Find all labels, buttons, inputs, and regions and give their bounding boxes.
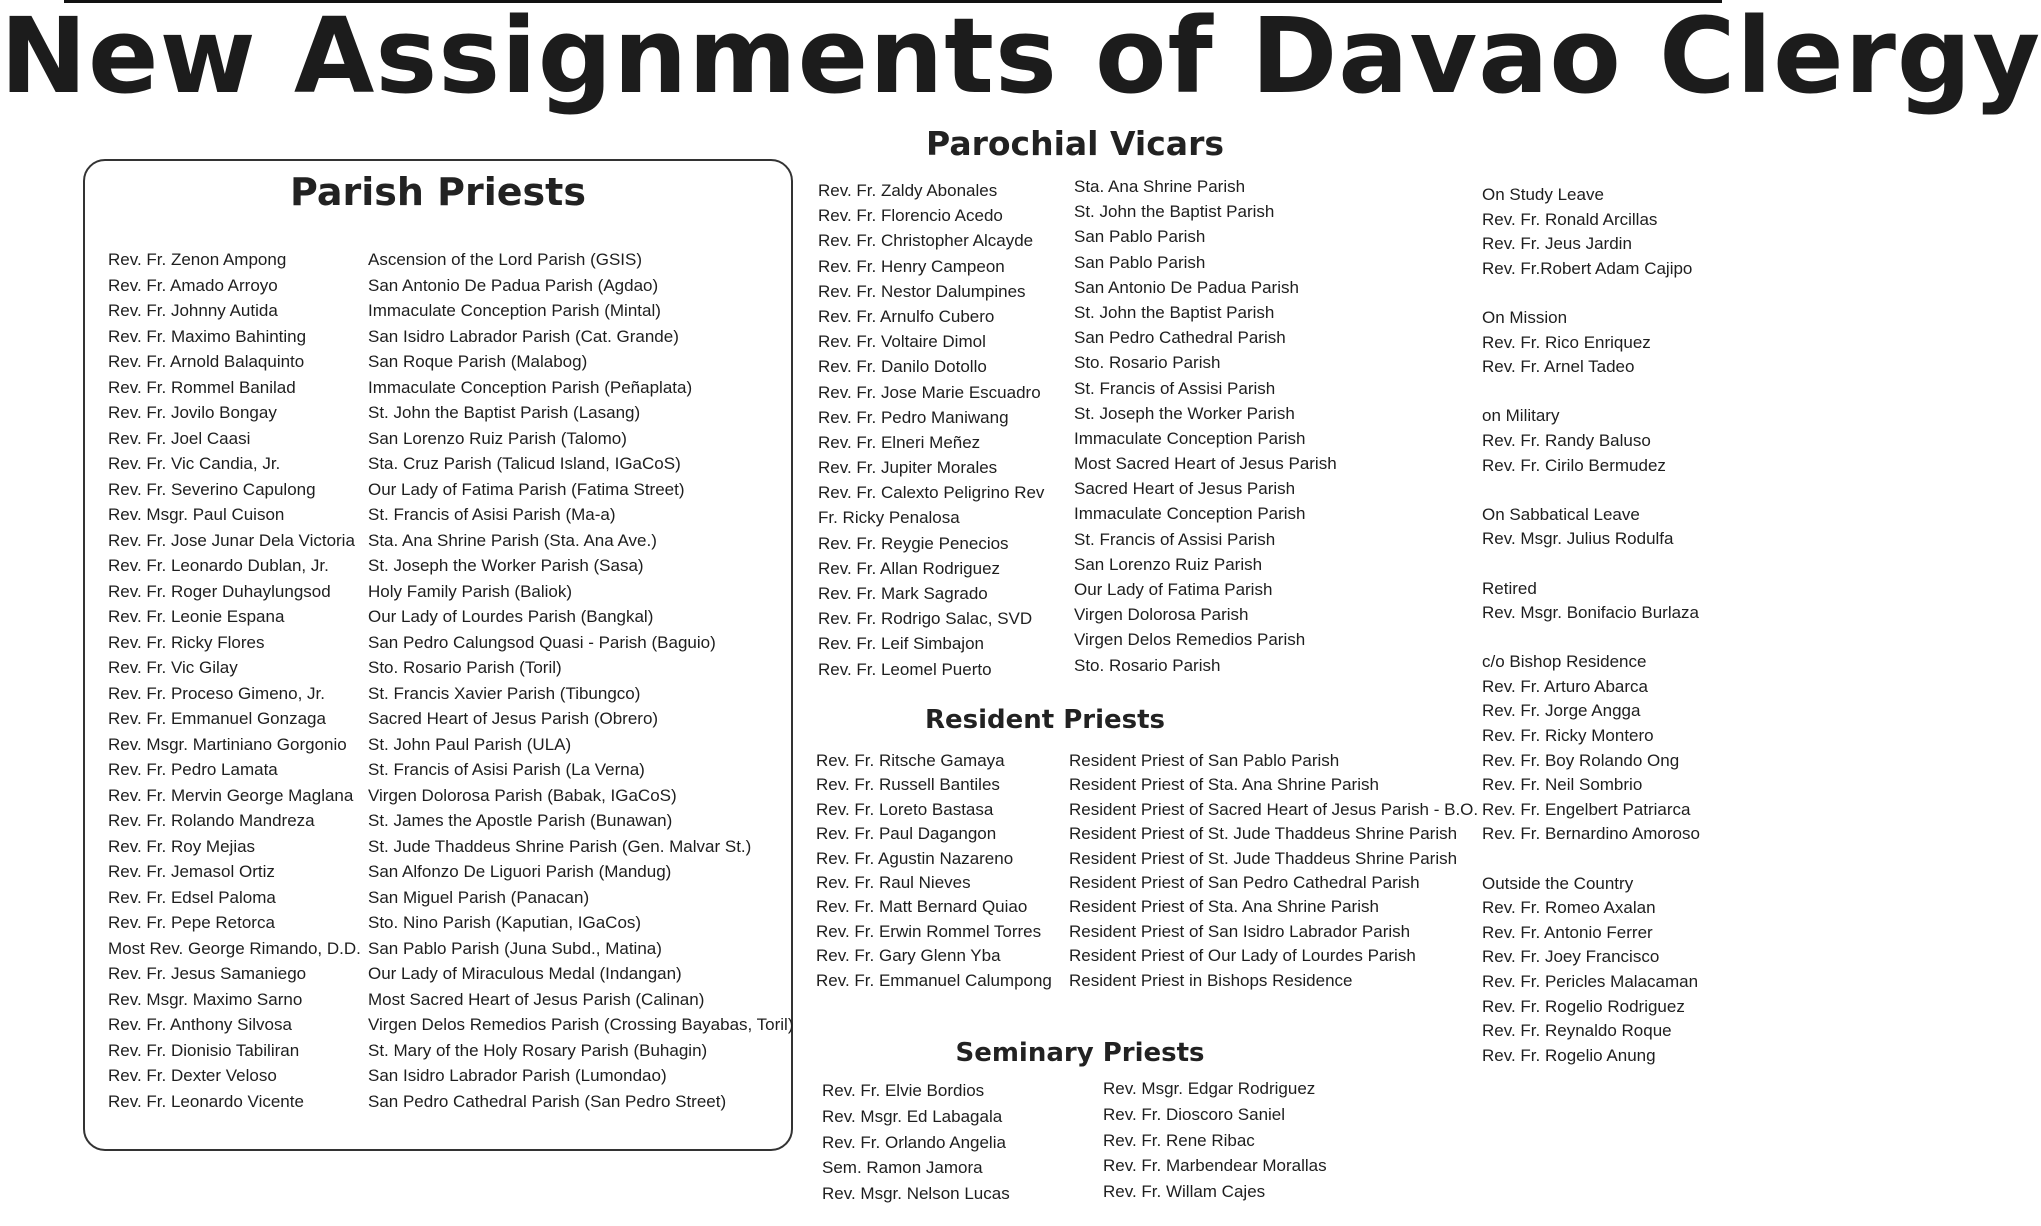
vicar-name: Rev. Fr. Jose Marie Escuadro xyxy=(818,382,1041,402)
parish-name: Holy Family Parish (Baliok) xyxy=(368,581,573,601)
priest-name: Rev. Fr. Cirilo Bermudez xyxy=(1482,455,1666,475)
vicar-name: Rev. Fr. Arnulfo Cubero xyxy=(818,306,995,326)
parish-name: Most Sacred Heart of Jesus Parish (Calinan) xyxy=(368,989,705,1009)
parish-name: St. John the Baptist Parish (Lasang) xyxy=(368,403,641,422)
resident-priest-name: Rev. Fr. Gary Glenn Yba xyxy=(816,946,1001,966)
vicar-name: Rev. Fr. Pedro Maniwang xyxy=(818,407,1009,427)
parish-name: St. Joseph the Worker Parish xyxy=(1074,403,1295,423)
priest-name: Rev. Fr. Rogelio Anung xyxy=(1482,1045,1656,1065)
vicar-name: Rev. Fr. Leomel Puerto xyxy=(818,659,992,679)
priest-name: Rev. Fr. Joey Francisco xyxy=(1482,947,1660,967)
group-label: c/o Bishop Residence xyxy=(1482,652,1647,672)
vicar-name: Rev. Fr. Florencio Acedo xyxy=(818,206,1003,226)
resident-priest-name: Rev. Fr. Loreto Bastasa xyxy=(816,799,994,819)
priest-name: Rev. Fr. Jorge Angga xyxy=(1482,701,1641,721)
vicar-name: Rev. Fr. Danilo Dotollo xyxy=(818,357,987,377)
group-label: On Mission xyxy=(1482,307,1568,327)
priest-name: Rev. Fr. Pedro Lamata xyxy=(108,760,278,779)
parish-name: Sacred Heart of Jesus Parish xyxy=(1074,479,1296,499)
parish-name: Ascension of the Lord Parish (GSIS) xyxy=(368,250,643,269)
priest-name: Rev. Msgr. Paul Cuison xyxy=(108,505,285,524)
priest-name: Rev. Fr. Jemasol Ortiz xyxy=(108,862,275,881)
resident-priest-name: Rev. Fr. Erwin Rommel Torres xyxy=(816,921,1042,941)
priest-name: Rev. Fr. Anthony Silvosa xyxy=(108,1015,292,1034)
priest-name: Rev. Fr. Johnny Autida xyxy=(108,301,278,320)
priest-name: Rev. Fr. Rommel Banilad xyxy=(108,377,296,397)
parish-name: Our Lady of Lourdes Parish (Bangkal) xyxy=(368,607,654,626)
other-assignments xyxy=(1482,183,1782,1093)
resident-priest-name: Rev. Fr. Raul Nieves xyxy=(816,872,971,892)
priest-name: Rev. Fr. Ronald Arcillas xyxy=(1482,209,1658,229)
resident-priests-heading: Resident Priests xyxy=(924,705,1166,735)
parish-name: San Miguel Parish (Panacan) xyxy=(368,887,590,907)
vicar-name: Rev. Fr. Reygie Penecios xyxy=(818,533,1009,553)
resident-assignment: Resident Priest of Sta. Ana Shrine Parish xyxy=(1069,897,1379,917)
priest-name: Rev. Fr. Rolando Mandreza xyxy=(108,811,315,830)
group-label: Retired xyxy=(1482,578,1537,598)
parish-name: Sto. Nino Parish (Kaputian, IGaCos) xyxy=(368,913,642,932)
priest-name: Rev. Fr. Pepe Retorca xyxy=(108,913,275,932)
parish-name: Sto. Rosario Parish (Toril) xyxy=(368,658,562,677)
parish-name: San Lorenzo Ruiz Parish xyxy=(1074,554,1263,574)
vicar-name: Rev. Fr. Zaldy Abonales xyxy=(818,181,998,200)
parish-name: Virgen Delos Remedios Parish xyxy=(1074,630,1306,650)
priest-name: Rev. Fr. Arturo Abarca xyxy=(1482,676,1648,696)
parish-name: St. Mary of the Holy Rosary Parish (Buhagin) xyxy=(368,1040,708,1060)
seminary-priest-name: Rev. Fr. Willam Cajes xyxy=(1103,1182,1266,1202)
resident-assignment: Resident Priest of San Pedro Cathedral Parish xyxy=(1069,872,1420,892)
parish-name: Virgen Delos Remedios Parish (Crossing Bayabas, Toril) xyxy=(368,1015,794,1034)
resident-assignment: Resident Priest of Our Lady of Lourdes Parish xyxy=(1069,946,1416,966)
parish-name: St. Francis of Assisi Parish xyxy=(1074,378,1276,398)
parish-name: San Lorenzo Ruiz Parish (Talomo) xyxy=(368,428,627,448)
priest-name: Rev. Fr. Proceso Gimeno, Jr. xyxy=(108,683,325,703)
parish-name: Our Lady of Fatima Parish xyxy=(1074,580,1273,599)
priest-name: Most Rev. George Rimando, D.D. xyxy=(108,938,361,958)
parish-name: St. John the Baptist Parish xyxy=(1074,302,1275,322)
parish-name: San Pedro Cathedral Parish (San Pedro Street) xyxy=(368,1091,727,1111)
assignment-group xyxy=(1482,577,1782,626)
resident-assignment: Resident Priest of San Isidro Labrador Parish xyxy=(1069,921,1411,941)
seminary-priest-name: Rev. Msgr. Nelson Lucas xyxy=(822,1184,1010,1204)
parish-name: St. Francis of Asisi Parish (Ma-a) xyxy=(368,505,616,524)
priest-name: Rev. Fr. Severino Capulong xyxy=(108,479,316,499)
resident-priest-name: Rev. Fr. Paul Dagangon xyxy=(816,824,997,844)
priest-name: Rev. Fr. Zenon Ampong xyxy=(108,250,287,269)
parish-name: St. Francis of Asisi Parish (La Verna) xyxy=(368,760,645,779)
resident-assignment: Resident Priest of Sta. Ana Shrine Parish xyxy=(1069,775,1379,795)
parish-name: Sacred Heart of Jesus Parish (Obrero) xyxy=(368,709,659,728)
priest-name: Rev. Fr. Mervin George Maglana xyxy=(108,785,354,805)
priest-name: Rev. Fr. Neil Sombrio xyxy=(1482,775,1643,795)
priest-name: Rev. Fr. Leonie Espana xyxy=(108,607,285,626)
priest-name: Rev. Fr. Boy Rolando Ong xyxy=(1482,750,1680,770)
priest-name: Rev. Fr. Dionisio Tabiliran xyxy=(108,1040,300,1060)
priest-name: Rev. Fr. Arnold Balaquinto xyxy=(108,352,305,371)
parish-name: St. Francis Xavier Parish (Tibungco) xyxy=(368,683,641,703)
parish-name: San Roque Parish (Malabog) xyxy=(368,352,588,371)
group-label: Outside the Country xyxy=(1482,873,1634,893)
resident-assignment: Resident Priest of Sacred Heart of Jesus Parish - B.O. xyxy=(1069,799,1479,819)
parish-name: Sto. Rosario Parish xyxy=(1074,655,1221,675)
resident-assignment: Resident Priest of St. Jude Thaddeus Shrine Parish xyxy=(1069,848,1458,868)
vicar-name: Rev. Fr. Rodrigo Salac, SVD xyxy=(818,609,1033,629)
parish-name: Our Lady of Miraculous Medal (Indangan) xyxy=(368,964,682,983)
parish-name: St. Joseph the Worker Parish (Sasa) xyxy=(368,556,644,575)
priest-name: Rev. Fr. Reynaldo Roque xyxy=(1482,1021,1672,1041)
page-title: New Assignments of Davao Clergy xyxy=(0,0,2041,117)
priest-name: Rev. Fr. Rico Enriquez xyxy=(1482,332,1651,352)
priest-name: Rev. Fr. Leonardo Vicente xyxy=(108,1091,304,1111)
priest-name: Rev. Msgr. Maximo Sarno xyxy=(108,989,303,1009)
priest-name: Rev. Fr. Joel Caasi xyxy=(108,428,251,448)
priest-name: Rev. Fr. Ricky Flores xyxy=(108,632,265,652)
priest-name: Rev. Fr. Vic Gilay xyxy=(108,658,238,677)
seminary-priests-right xyxy=(1103,1076,1363,1205)
priest-name: Rev. Fr. Arnel Tadeo xyxy=(1482,357,1635,377)
parish-name: San Pedro Cathedral Parish xyxy=(1074,328,1286,348)
seminary-priest-name: Rev. Msgr. Ed Labagala xyxy=(822,1106,1003,1126)
group-label: on Military xyxy=(1482,406,1560,426)
vicar-name: Rev. Fr. Henry Campeon xyxy=(818,256,1005,276)
parish-name: San Isidro Labrador Parish (Lumondao) xyxy=(368,1066,667,1085)
parish-name: Sta. Ana Shrine Parish xyxy=(1074,177,1246,196)
parish-name: Virgen Dolorosa Parish (Babak, IGaCoS) xyxy=(368,785,677,805)
vicar-name: Rev. Fr. Leif Simbajon xyxy=(818,634,984,654)
resident-assignment: Resident Priest in Bishops Residence xyxy=(1069,970,1353,990)
vicar-name: Rev. Fr. Elneri Meñez xyxy=(818,432,981,452)
group-label: On Study Leave xyxy=(1482,185,1604,204)
priest-name: Rev. Fr. Amado Arroyo xyxy=(108,275,278,295)
vicar-name: Rev. Fr. Voltaire Dimol xyxy=(818,332,986,352)
vicar-name: Rev. Fr. Allan Rodriguez xyxy=(818,558,1001,578)
parish-name: St. John the Baptist Parish xyxy=(1074,202,1275,222)
assignment-group xyxy=(1482,872,1782,1069)
resident-priest-name: Rev. Fr. Emmanuel Calumpong xyxy=(816,970,1052,990)
seminary-priest-name: Sem. Ramon Jamora xyxy=(822,1158,983,1178)
priest-name: Rev. Fr. Roy Mejias xyxy=(108,836,256,856)
priest-name: Rev. Fr. Leonardo Dublan, Jr. xyxy=(108,556,329,575)
priest-name: Rev. Fr. Jeus Jardin xyxy=(1482,234,1632,254)
priest-name: Rev. Msgr. Martiniano Gorgonio xyxy=(108,734,347,754)
parish-name: St. John Paul Parish (ULA) xyxy=(368,734,572,754)
vicar-name: Rev. Fr. Jupiter Morales xyxy=(818,458,998,478)
parish-name: Immaculate Conception Parish xyxy=(1074,428,1306,448)
seminary-priest-name: Rev. Msgr. Edgar Rodriguez xyxy=(1103,1079,1316,1098)
seminary-priest-name: Rev. Fr. Elvie Bordios xyxy=(822,1081,985,1100)
parish-name: San Alfonzo De Liguori Parish (Mandug) xyxy=(368,862,672,881)
assignment-group xyxy=(1482,183,1782,281)
priest-name: Rev. Fr. Maximo Bahinting xyxy=(108,326,307,346)
resident-priest-name: Rev. Fr. Ritsche Gamaya xyxy=(816,751,1005,770)
parochial-vicars-heading: Parochial Vicars xyxy=(926,124,1224,163)
parish-name: San Pablo Parish xyxy=(1074,227,1206,247)
priest-name: Rev. Fr. Randy Baluso xyxy=(1482,430,1651,450)
assignment-group xyxy=(1482,306,1782,380)
resident-assignment: Resident Priest of San Pablo Parish xyxy=(1069,751,1340,770)
seminary-priests-heading: Seminary Priests xyxy=(955,1038,1205,1068)
priest-name: Rev. Fr. Dexter Veloso xyxy=(108,1066,277,1085)
priest-name: Rev. Fr. Roger Duhaylungsod xyxy=(108,581,331,601)
parish-name: St. Jude Thaddeus Shrine Parish (Gen. Malvar St.) xyxy=(368,836,752,856)
parish-name: Immaculate Conception Parish (Mintal) xyxy=(368,301,661,320)
assignment-group xyxy=(1482,650,1782,847)
seminary-priest-name: Rev. Fr. Marbendear Morallas xyxy=(1103,1156,1327,1176)
seminary-priests-left xyxy=(822,1078,1062,1207)
parish-name: Most Sacred Heart of Jesus Parish xyxy=(1074,454,1337,474)
assignment-group xyxy=(1482,503,1782,552)
priest-name: Rev. Fr. Jovilo Bongay xyxy=(108,403,277,422)
parish-name: Our Lady of Fatima Parish (Fatima Street) xyxy=(368,479,685,499)
parish-name: Sta. Ana Shrine Parish (Sta. Ana Ave.) xyxy=(368,530,657,550)
priest-name: Rev. Fr. Jesus Samaniego xyxy=(108,964,307,983)
parish-name: San Isidro Labrador Parish (Cat. Grande) xyxy=(368,326,679,346)
priest-name: Rev. Fr. Vic Candia, Jr. xyxy=(108,454,281,473)
assignment-group xyxy=(1482,404,1782,478)
vicar-name: Rev. Fr. Nestor Dalumpines xyxy=(818,281,1026,301)
priest-name: Rev. Fr. Pericles Malacaman xyxy=(1482,972,1699,991)
seminary-priest-name: Rev. Fr. Rene Ribac xyxy=(1103,1130,1255,1150)
vicar-name: Rev. Fr. Christopher Alcayde xyxy=(818,231,1034,251)
group-label: On Sabbatical Leave xyxy=(1482,504,1640,524)
parish-name: San Antonio De Padua Parish (Agdao) xyxy=(368,275,659,295)
priest-name: Rev. Fr. Antonio Ferrer xyxy=(1482,922,1653,942)
priest-name: Rev. Fr. Jose Junar Dela Victoria xyxy=(108,530,355,550)
vicar-name: Fr. Ricky Penalosa xyxy=(818,508,960,528)
priest-name: Rev. Fr. Bernardino Amoroso xyxy=(1482,824,1700,844)
resident-priest-name: Rev. Fr. Agustin Nazareno xyxy=(816,848,1014,868)
priest-name: Rev. Fr. Engelbert Patriarca xyxy=(1482,799,1691,819)
seminary-priest-name: Rev. Fr. Dioscoro Saniel xyxy=(1103,1104,1286,1124)
parish-name: San Antonio De Padua Parish xyxy=(1074,277,1299,297)
seminary-priest-name: Rev. Fr. Orlando Angelia xyxy=(822,1132,1006,1152)
priest-name: Rev. Fr. Emmanuel Gonzaga xyxy=(108,709,326,728)
priest-name: Rev. Msgr. Bonifacio Burlaza xyxy=(1482,603,1699,623)
parish-name: San Pablo Parish (Juna Subd., Matina) xyxy=(368,938,662,958)
parish-priests-heading: Parish Priests xyxy=(290,170,586,214)
priest-name: Rev. Msgr. Julius Rodulfa xyxy=(1482,529,1674,549)
vicar-name: Rev. Fr. Calexto Peligrino Rev xyxy=(818,483,1045,503)
parish-name: Virgen Dolorosa Parish xyxy=(1074,605,1249,625)
priest-name: Rev. Fr.Robert Adam Cajipo xyxy=(1482,258,1693,278)
priest-name: Rev. Fr. Romeo Axalan xyxy=(1482,898,1656,918)
parish-name: Immaculate Conception Parish xyxy=(1074,504,1306,524)
resident-priest-name: Rev. Fr. Russell Bantiles xyxy=(816,775,1000,795)
parish-name: St. James the Apostle Parish (Bunawan) xyxy=(368,811,673,830)
parish-name: Sto. Rosario Parish xyxy=(1074,353,1221,373)
priest-name: Rev. Fr. Rogelio Rodriguez xyxy=(1482,996,1685,1016)
parish-name: Sta. Cruz Parish (Talicud Island, IGaCoS) xyxy=(368,454,681,473)
priest-name: Rev. Fr. Edsel Paloma xyxy=(108,887,276,907)
parish-name: St. Francis of Assisi Parish xyxy=(1074,529,1276,549)
parish-name: Immaculate Conception Parish (Peñaplata) xyxy=(368,377,693,397)
resident-assignment: Resident Priest of St. Jude Thaddeus Shrine Parish xyxy=(1069,824,1458,844)
resident-priest-name: Rev. Fr. Matt Bernard Quiao xyxy=(816,897,1028,917)
parish-name: San Pablo Parish xyxy=(1074,252,1206,272)
parish-name: San Pedro Calungsod Quasi - Parish (Baguio) xyxy=(368,632,716,652)
vicar-name: Rev. Fr. Mark Sagrado xyxy=(818,584,988,603)
priest-name: Rev. Fr. Ricky Montero xyxy=(1482,726,1654,746)
